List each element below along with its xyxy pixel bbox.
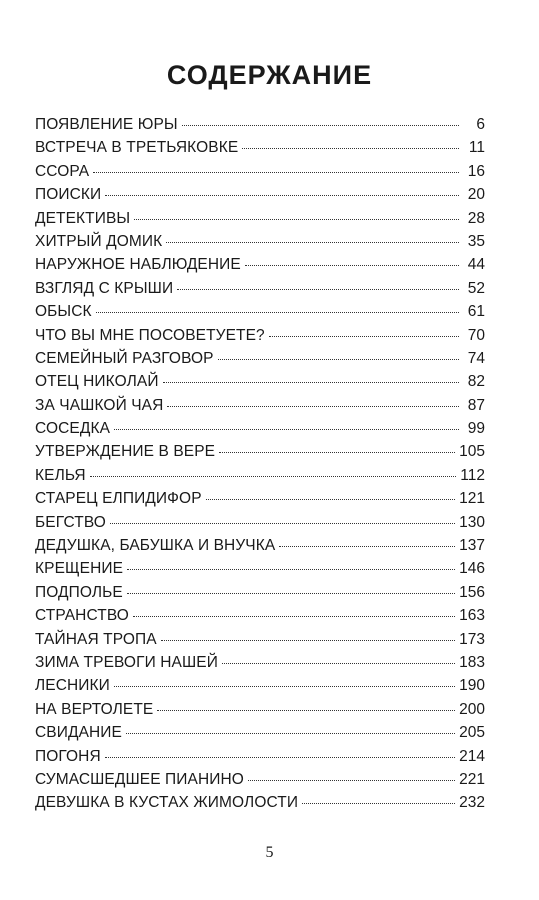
toc-entry-title: ВЗГЛЯД С КРЫШИ [35, 279, 174, 297]
dot-leader [114, 429, 459, 430]
dot-leader [127, 569, 455, 570]
toc-entry-title: НА ВЕРТОЛЕТЕ [35, 700, 154, 718]
dot-leader [133, 616, 455, 617]
toc-entry-page: 52 [467, 279, 485, 297]
toc-entry-page: 173 [459, 630, 485, 648]
toc-entry [35, 420, 485, 443]
dot-leader [206, 499, 455, 500]
dot-leader [127, 593, 455, 594]
dot-leader [126, 733, 455, 734]
toc-entry [35, 560, 485, 583]
dot-leader [93, 172, 459, 173]
toc-entry-title: ПОДПОЛЬЕ [35, 583, 123, 601]
dot-leader [222, 663, 455, 664]
toc-entry-page: 146 [459, 560, 485, 578]
toc-entry-page: 82 [467, 373, 485, 391]
toc-entry [35, 210, 485, 233]
toc-entry-title: ДЕДУШКА, БАБУШКА И ВНУЧКА [35, 537, 276, 555]
toc-entry-page: 183 [459, 653, 485, 671]
dot-leader [248, 780, 455, 781]
toc-entry [35, 186, 485, 209]
toc-entry-title: ЛЕСНИКИ [35, 677, 110, 695]
dot-leader [114, 686, 455, 687]
toc-entry-page: 44 [467, 256, 485, 274]
toc-entry-page: 221 [459, 770, 485, 788]
toc-entry [35, 256, 485, 279]
toc-entry [35, 794, 485, 817]
toc-entry-page: 74 [467, 349, 485, 367]
toc-entry-title: ЗИМА ТРЕВОГИ НАШЕЙ [35, 653, 218, 671]
toc-entry-page: 11 [468, 139, 485, 157]
toc-entry-page: 121 [459, 490, 485, 508]
toc-entry-title: КРЕЩЕНИЕ [35, 560, 124, 578]
dot-leader [105, 195, 459, 196]
toc-entry-page: 163 [459, 607, 485, 625]
toc-entry [35, 233, 485, 256]
toc-entry-page: 105 [459, 443, 485, 461]
toc-entry-title: СТРАНСТВО [35, 607, 129, 625]
toc-entry [35, 139, 485, 162]
toc-entry-title: ЧТО ВЫ МНЕ ПОСОВЕТУЕТЕ? [35, 326, 265, 344]
dot-leader [166, 242, 459, 243]
dot-leader [105, 757, 455, 758]
toc-entry-title: БЕГСТВО [35, 513, 106, 531]
toc-entry-title: СЕМЕЙНЫЙ РАЗГОВОР [35, 349, 214, 367]
toc-entry-title: УТВЕРЖДЕНИЕ В ВЕРЕ [35, 443, 216, 461]
dot-leader [218, 359, 459, 360]
dot-leader [110, 523, 455, 524]
toc-entry-page: 99 [467, 420, 485, 438]
page-title: СОДЕРЖАНИЕ [166, 60, 373, 90]
toc-entry-page: 156 [459, 583, 485, 601]
toc-entry [35, 654, 485, 677]
dot-leader [219, 452, 455, 453]
toc-entry [35, 116, 485, 139]
toc-entry-title: ПОИСКИ [35, 186, 102, 204]
toc-entry-title: ПОЯВЛЕНИЕ ЮРЫ [35, 116, 178, 133]
toc-entry-title: ССОРА [35, 162, 90, 180]
toc-entry-page: 190 [459, 677, 485, 695]
toc-entry [35, 514, 485, 537]
toc-entry [35, 701, 485, 724]
toc-entry-title: НАРУЖНОЕ НАБЛЮДЕНИЕ [35, 256, 241, 274]
toc-entry-title: СВИДАНИЕ [35, 724, 122, 742]
toc-entry [35, 373, 485, 396]
toc-entry [35, 631, 485, 654]
page-number: 5 [265, 844, 274, 861]
dot-leader [177, 289, 459, 290]
toc-entry-page: 137 [459, 537, 485, 555]
toc-entry-title: ХИТРЫЙ ДОМИК [35, 232, 163, 250]
toc-entry [35, 748, 485, 771]
toc-entry-page: 214 [459, 747, 485, 765]
toc-entry-page: 232 [459, 794, 485, 812]
toc-entry [35, 163, 485, 186]
dot-leader [90, 476, 457, 477]
toc-entry [35, 303, 485, 326]
toc-entry [35, 771, 485, 794]
toc-entry [35, 350, 485, 373]
toc-entry [35, 490, 485, 513]
toc-entry [35, 537, 485, 560]
toc-entry-page: 87 [467, 396, 485, 414]
toc-entry-page: 6 [476, 116, 485, 133]
dot-leader [163, 382, 459, 383]
toc-entry [35, 677, 485, 700]
toc-entry [35, 607, 485, 630]
toc-entry-page: 61 [467, 303, 485, 321]
toc-entry [35, 443, 485, 466]
dot-leader [96, 312, 459, 313]
toc-entry-title: ВСТРЕЧА В ТРЕТЬЯКОВКЕ [35, 139, 239, 157]
toc-entry-title: СОСЕДКА [35, 420, 111, 438]
toc-entry-page: 130 [459, 513, 485, 531]
toc-entry-title: ЗА ЧАШКОЙ ЧАЯ [35, 396, 164, 414]
toc-entry [35, 584, 485, 607]
toc-entry [35, 724, 485, 747]
toc-entry-page: 20 [467, 186, 485, 204]
toc-entry-title: ПОГОНЯ [35, 747, 101, 765]
toc-entry [35, 397, 485, 420]
toc-entry-title: ДЕВУШКА В КУСТАХ ЖИМОЛОСТИ [35, 794, 299, 812]
toc-entry-title: СУМАСШЕДШЕЕ ПИАНИНО [35, 770, 244, 788]
dot-leader [242, 148, 459, 149]
dot-leader [279, 546, 455, 547]
dot-leader [302, 803, 455, 804]
toc-entry [35, 327, 485, 350]
toc-entry-title: КЕЛЬЯ [35, 466, 86, 484]
toc-entry-page: 35 [467, 232, 485, 250]
toc-entry-title: ДЕТЕКТИВЫ [35, 209, 131, 227]
toc-entry-title: ОБЫСК [35, 303, 92, 321]
dot-leader [134, 219, 459, 220]
toc-entry [35, 467, 485, 490]
dot-leader [157, 710, 455, 711]
dot-leader [245, 265, 459, 266]
toc-entry-page: 200 [459, 700, 485, 718]
dot-leader [182, 125, 459, 126]
toc-entry-title: ОТЕЦ НИКОЛАЙ [35, 373, 159, 391]
dot-leader [269, 336, 459, 337]
table-of-contents [35, 116, 485, 818]
toc-entry-page: 70 [467, 326, 485, 344]
dot-leader [161, 640, 455, 641]
toc-entry-page: 205 [459, 724, 485, 742]
dot-leader [167, 406, 459, 407]
toc-entry [35, 280, 485, 303]
toc-entry-page: 28 [467, 209, 485, 227]
toc-entry-page: 16 [467, 162, 485, 180]
toc-entry-title: ТАЙНАЯ ТРОПА [35, 630, 157, 648]
toc-entry-page: 112 [460, 466, 485, 484]
toc-entry-title: СТАРЕЦ ЕЛПИДИФОР [35, 490, 202, 508]
